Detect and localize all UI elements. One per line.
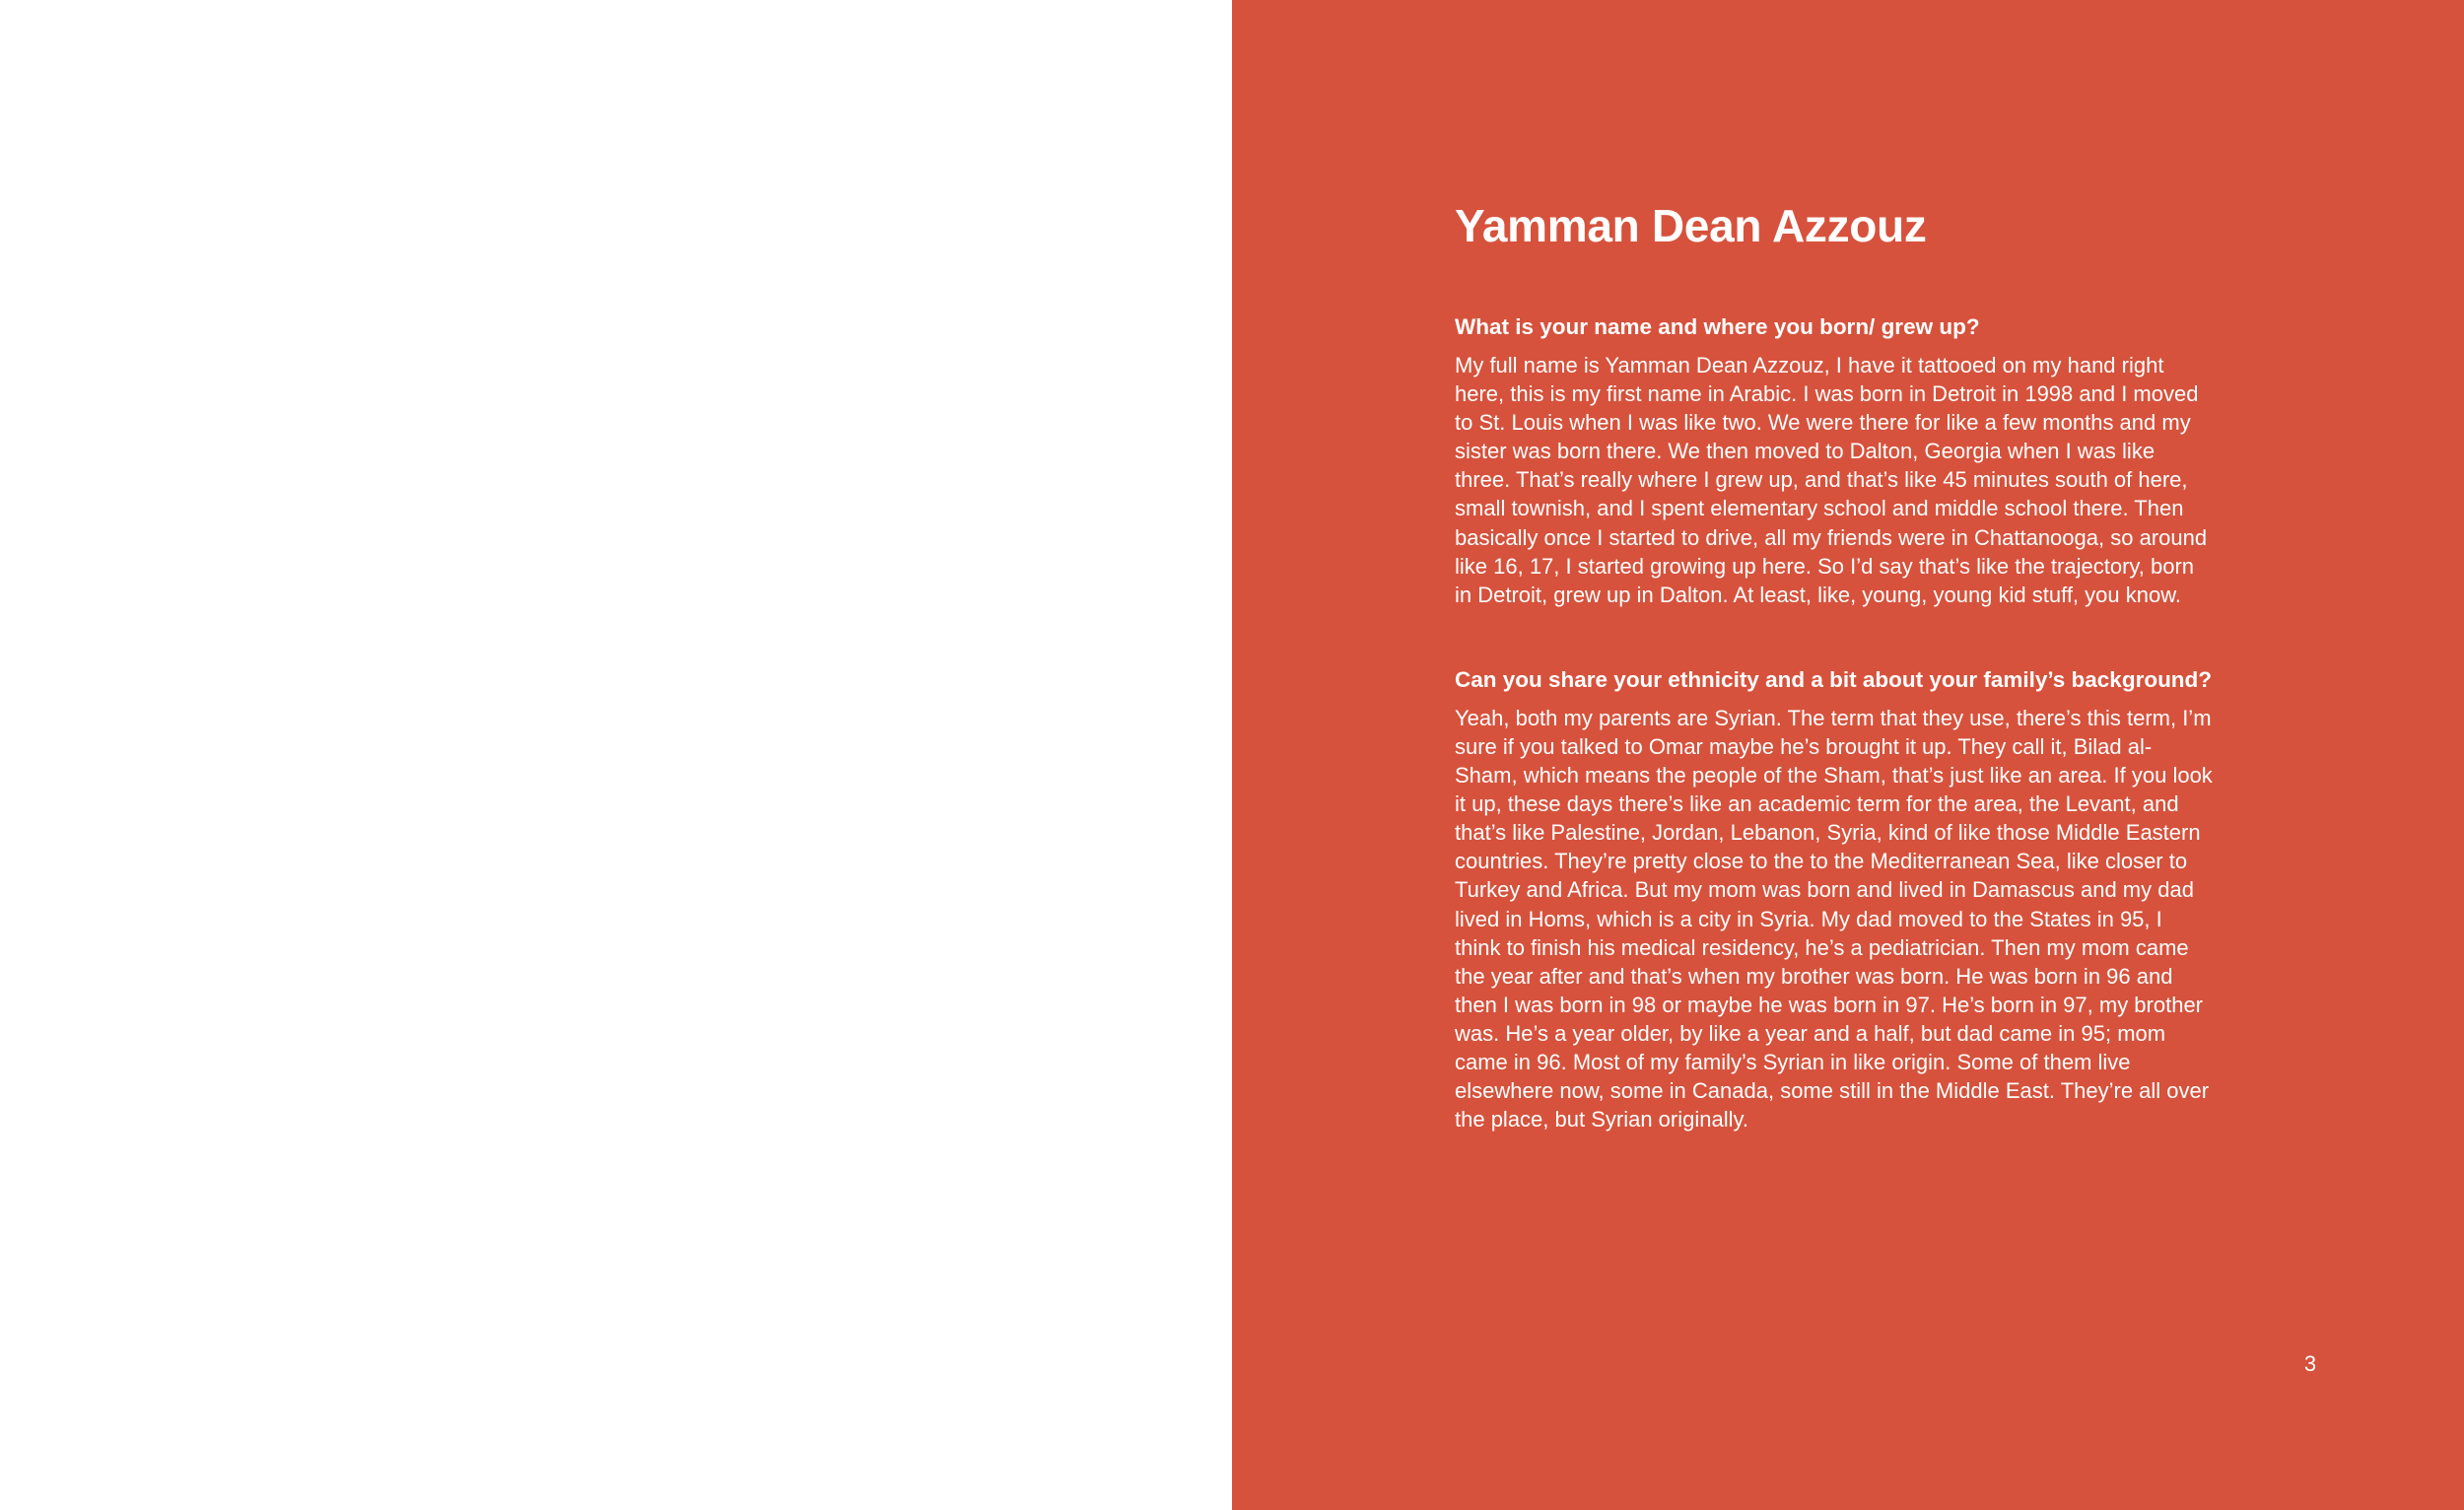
- question-text: What is your name and where you born/ grew up?: [1455, 314, 1980, 339]
- interview-content: [1455, 193, 2214, 1133]
- page-title: Yamman Dean Azzouz: [1455, 200, 1927, 251]
- qa-block: [1455, 312, 2214, 609]
- qa-block: [1455, 665, 2214, 1133]
- page-number: 3: [2303, 1351, 2317, 1376]
- right-page: [1232, 0, 2464, 1510]
- answer-text: My full name is Yamman Dean Azzouz, I have it tattooed on my hand right here, this is my first name in Arabic. I was born in Detroit in 1998 and I moved to St. Louis when I was like two. We were there for like a few months and my sister was born there. We then moved to Dalton, Georgia when I was like three. That’s really where I grew up, and that’s like 45 minutes south of here, small townish, and I spent elementary school and middle school there. Then basically once I started to drive, all my friends were in Chattanooga, so around like 16, 17, I started growing up here. So I’d say that’s like the trajectory, born in Detroit, grew up in Dalton. At least, like, young, young kid stuff, you know.: [1455, 353, 2208, 607]
- answer-text: Yeah, both my parents are Syrian. The term that they use, there’s this term, I’m sure if you talked to Omar maybe he’s brought it up. They call it, Bilad al-Sham, which means the people of the Sham, that’s just like an area. If you look it up, these days there’s like an academic term for the area, the Levant, and that’s like Palestine, Jordan, Lebanon, Syria, kind of like those Middle Eastern countries. They’re pretty close to the to the Mediterranean Sea, like closer to Turkey and Africa. But my mom was born and lived in Damascus and my dad lived in Homs, which is a city in Syria. My dad moved to the States in 95, I think to finish his medical residency, he’s a pediatrician. Then my mom came the year after and that’s when my brother was born. He was born in 96 and then I was born in 98 or maybe he was born in 97. He’s born in 97, my brother was. He’s a year older, by like a year and a half, but dad came in 95; mom came in 96. Most of my family’s Syrian in like origin. Some of them live elsewhere now, some in Canada, some still in the Middle East. They’re all over the place, but Syrian originally.: [1455, 705, 2213, 1132]
- question-text: Can you share your ethnicity and a bit about your family’s background?: [1455, 666, 2213, 692]
